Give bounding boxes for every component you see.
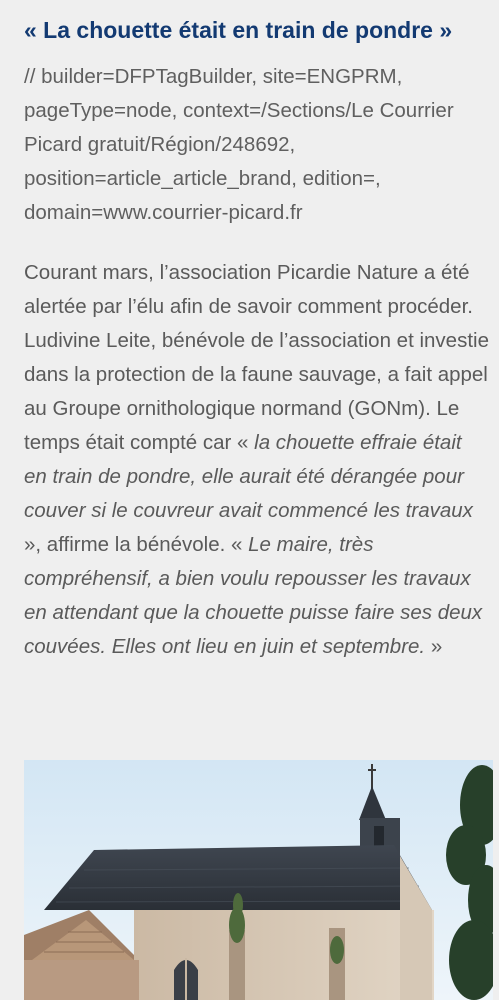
article-photo-church[interactable] xyxy=(24,760,493,1000)
paragraph-text-intro: Courant mars, l’association Picardie Nature a été alertée par l’élu afin de savoir comment procéder. Ludivine Leite, bénévole de l’association et investie dans la protection de la faune sauvage, a fait appel au Groupe ornithologique normand (GONm). Le temps était compté car « xyxy=(24,261,489,454)
quote-owl-laying: la chouette effraie était en train de pondre, elle aurait été dérangée pour couver si le couvreur avait commencé les travaux xyxy=(24,431,473,522)
paragraph-text-close: » xyxy=(425,635,443,658)
ad-debug-text: // builder=DFPTagBuilder, site=ENGPRM, pageType=node, context=/Sections/Le Courrier Picard gratuit/Région/248692, position=article_article_brand, edition=, domain=www.courrier-picard.fr xyxy=(24,65,454,224)
church-illustration xyxy=(24,760,493,1000)
paragraph-text-attribution: », affirme la bénévole. « xyxy=(24,533,249,556)
article-headline: « La chouette était en train de pondre » xyxy=(24,17,453,43)
quote-mayor: Le maire, très compréhensif, a bien voulu repousser les travaux en attendant que la chouette puisse faire ses deux couvées. Elles ont lieu en juin et septembre. xyxy=(24,533,483,658)
article-paragraph xyxy=(24,256,490,664)
